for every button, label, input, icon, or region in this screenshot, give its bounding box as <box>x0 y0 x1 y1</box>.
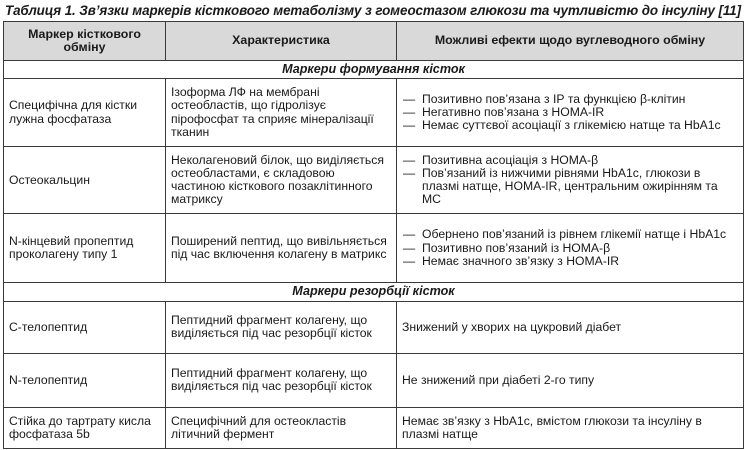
effects-list <box>402 93 738 133</box>
effects-cell <box>397 214 744 283</box>
effects-list <box>402 228 738 268</box>
effects-cell: Немає зв’язку з HbA1c, вмістом глюкози та інсуліну в плазмі натще <box>397 407 744 448</box>
header-effects: Можливі ефекти щодо вуглеводного обміну <box>397 22 744 61</box>
table-row <box>4 353 744 407</box>
characteristic-cell: Ізоформа ЛФ на мембрані остеобластів, що гідролізує пірофосфат та сприяє мінералізації тканин <box>166 79 397 147</box>
effect-item: — Позитивна асоціація з HOMA-β <box>402 154 738 167</box>
effect-item: — Позитивно пов’язана з ІР та функцією β-клітин <box>402 93 738 106</box>
effect-item: — Негативно пов’язана з HOMA-IR <box>402 106 738 119</box>
header-characteristic: Характеристика <box>166 22 397 61</box>
effect-item: — Немає суттєвої асоціації з глікемією натще та HbA1c <box>402 119 738 132</box>
characteristic-cell: Поширений пептид, що вивільняється під час включення колагену в матрикс <box>166 214 397 283</box>
characteristic-cell: Пептидний фрагмент колагену, що виділяється під час резорбції кісток <box>166 353 397 407</box>
effect-item: — Пов’язаний із нижчими рівнями HbA1c, глюкози в плазмі натще, HOMA-IR, центральним ожирінням та МС <box>402 167 738 207</box>
effects-cell <box>397 146 744 214</box>
effects-cell: Знижений у хворих на цукровий діабет <box>397 301 744 353</box>
section-row-formation <box>4 60 744 78</box>
section-row-resorption <box>4 283 744 301</box>
table-row <box>4 407 744 448</box>
section-title: Маркери формування кісток <box>4 60 744 78</box>
table-caption: Таблиця 1. Зв’язки маркерів кісткового метаболізму з гомеостазом глюкози та чутливістю до інсуліну [11] <box>5 3 741 18</box>
effect-item: — Обернено пов’язаний із рівнем глікемії натще і HbA1c <box>402 228 738 241</box>
effects-list <box>402 154 738 207</box>
header-row <box>4 22 744 61</box>
characteristic-cell: Пептидний фрагмент колагену, що виділяється під час резорбції кісток <box>166 301 397 353</box>
table-row <box>4 214 744 283</box>
marker-cell: N-телопептид <box>4 353 166 407</box>
table-row <box>4 301 744 353</box>
bone-markers-table <box>3 21 744 449</box>
marker-cell: N-кінцевий пропептид проколагену типу 1 <box>4 214 166 283</box>
characteristic-cell: Специфічний для остеокластів літичний фермент <box>166 407 397 448</box>
effect-item: — Позитивно пов’язаний із HOMA-β <box>402 242 738 255</box>
marker-cell: Стійка до тартрату кисла фосфатаза 5b <box>4 407 166 448</box>
effect-item: — Немає значного зв’язку з HOMA-IR <box>402 255 738 268</box>
marker-cell: Специфічна для кістки лужна фосфатаза <box>4 79 166 147</box>
marker-cell: С-телопептид <box>4 301 166 353</box>
table-row <box>4 79 744 147</box>
section-title: Маркери резорбції кісток <box>4 283 744 301</box>
table-row <box>4 146 744 214</box>
header-marker: Маркер кісткового обміну <box>4 22 166 61</box>
effects-cell <box>397 79 744 147</box>
characteristic-cell: Неколагеновий білок, що виділяється остеобластами, є складовою частиною кісткового позаклітинного матриксу <box>166 146 397 214</box>
marker-cell: Остеокальцин <box>4 146 166 214</box>
effects-cell: Не знижений при діабеті 2-го типу <box>397 353 744 407</box>
